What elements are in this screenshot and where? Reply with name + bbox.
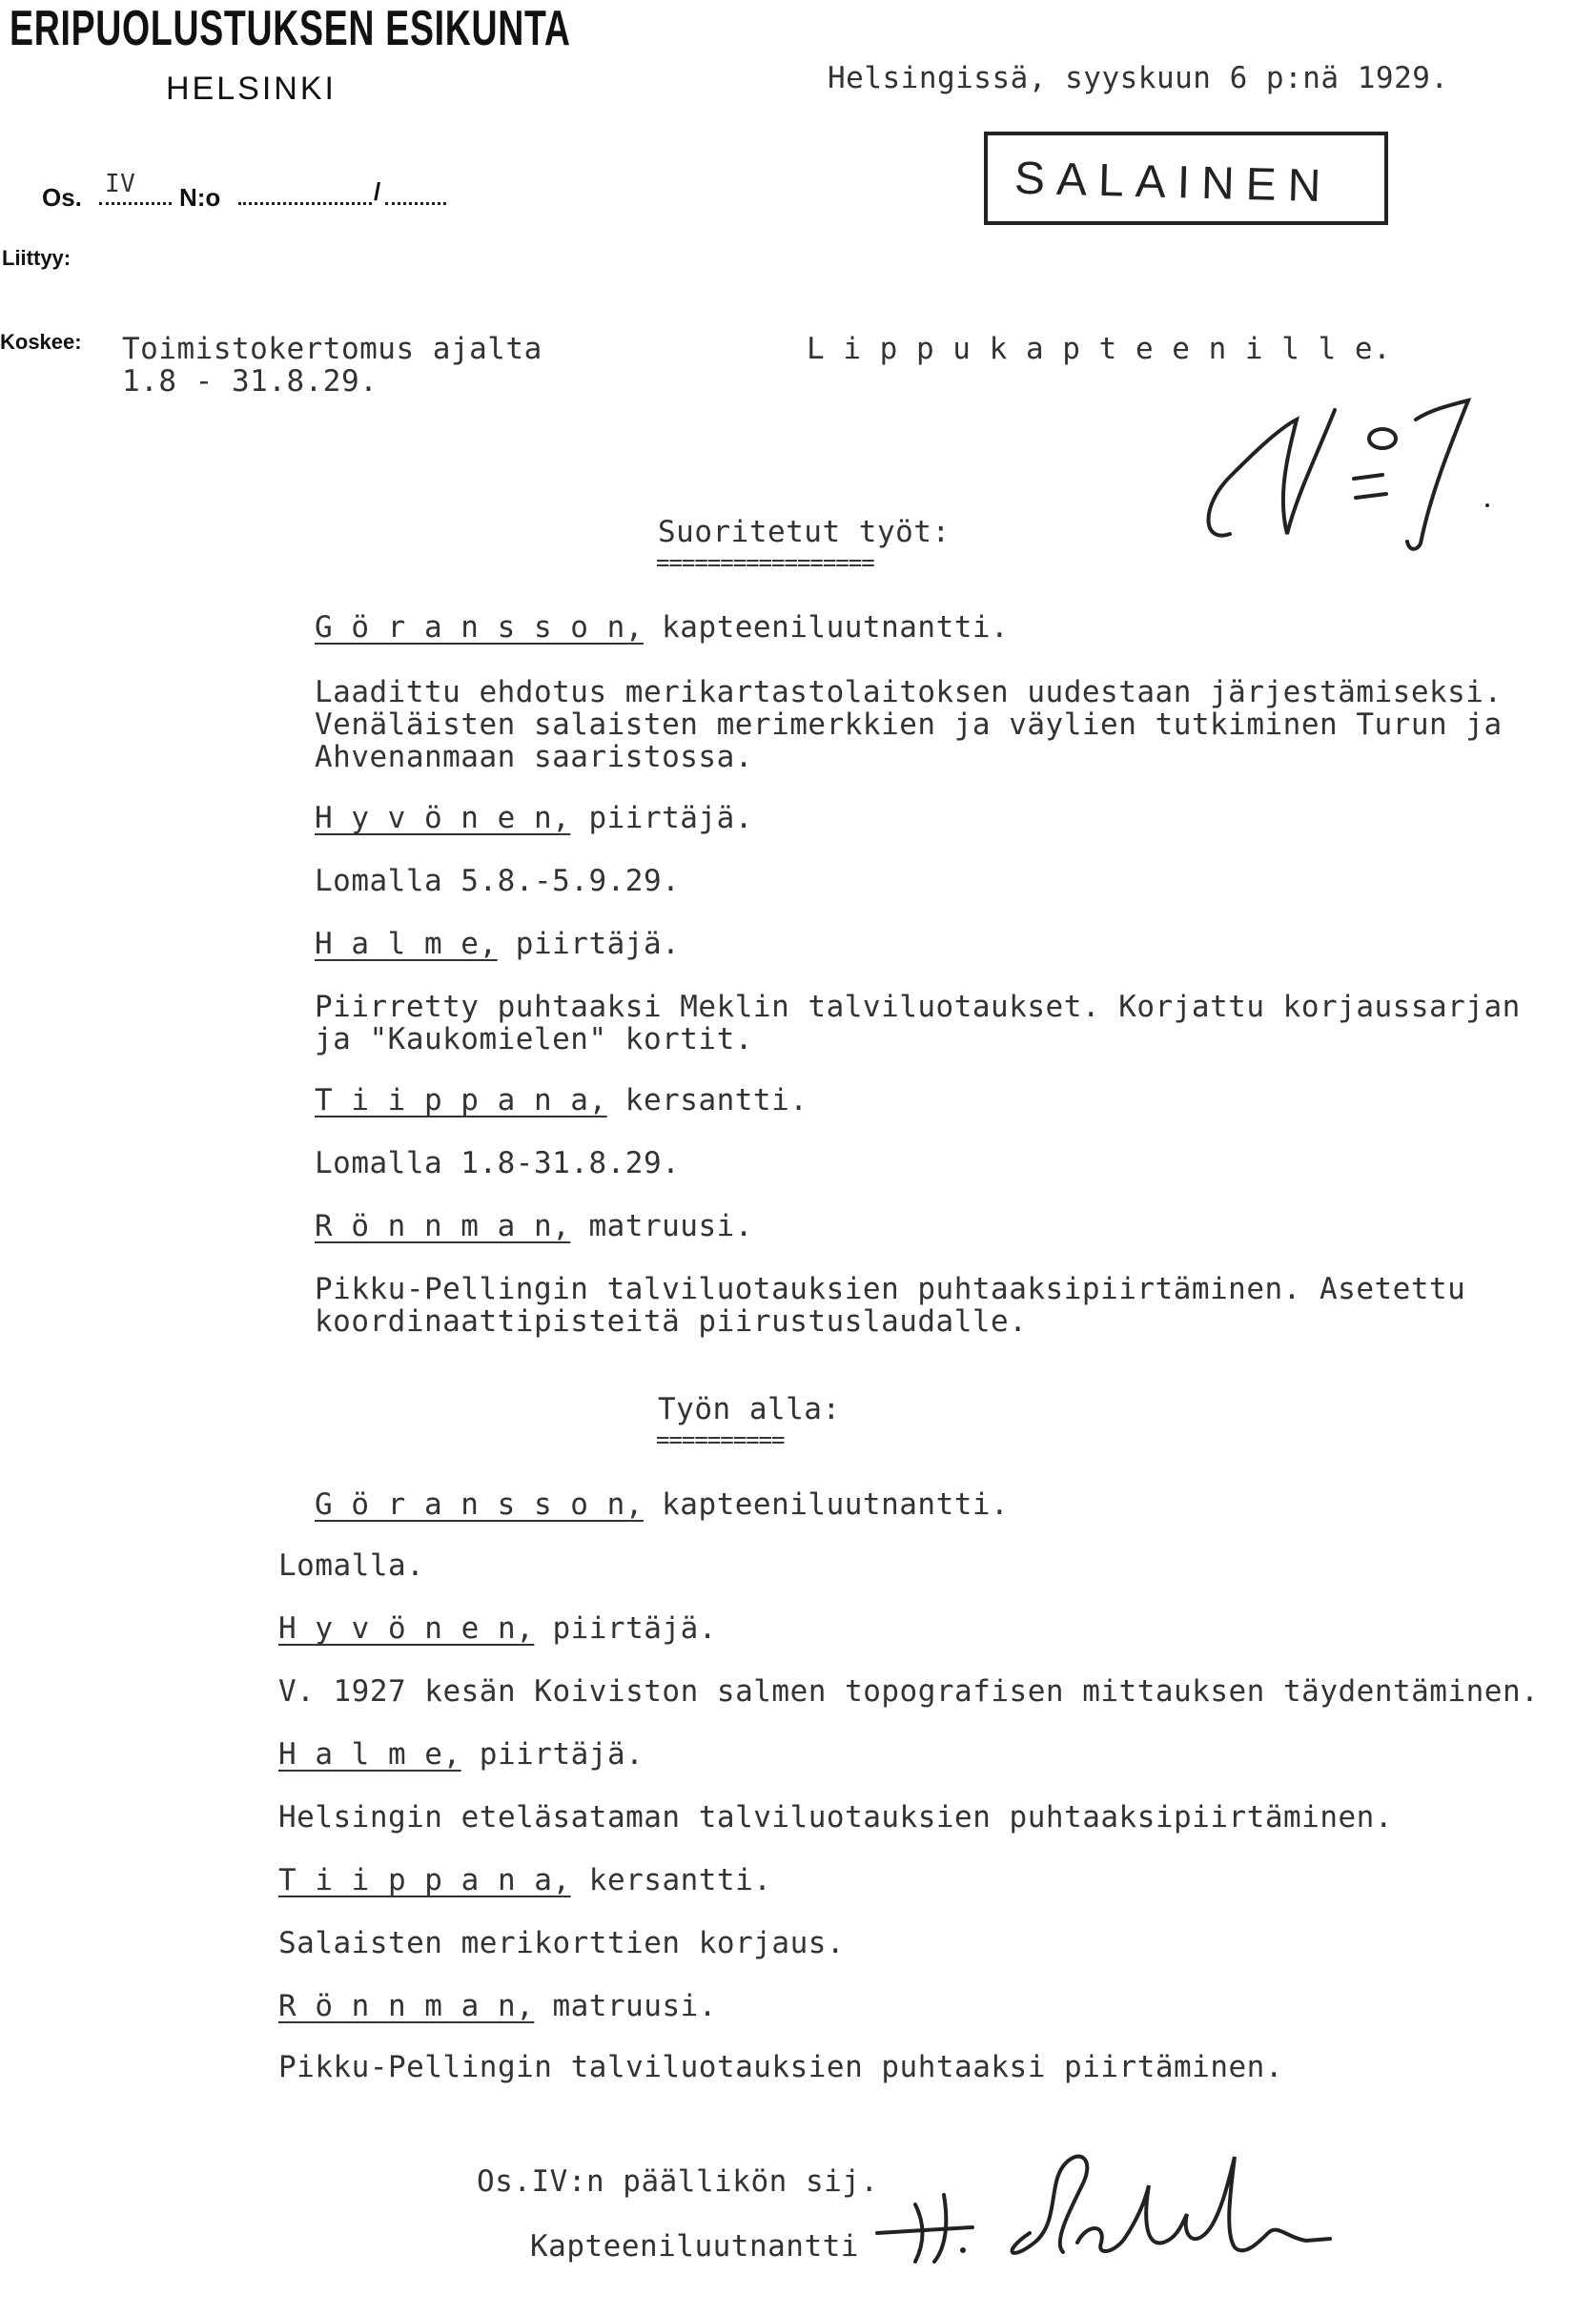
stamp-text: SALAINEN: [1013, 153, 1334, 213]
recipient: L i p p u k a p t e e n i l l e.: [807, 332, 1392, 366]
entry-name: R ö n n m a n,: [315, 1209, 571, 1243]
signature-title: Os.IV:n päällikön sij.: [477, 2164, 879, 2199]
secret-stamp: [984, 132, 1388, 225]
entry-name: T i i p p a n a,: [278, 1863, 571, 1897]
entry-name: R ö n n m a n,: [278, 1989, 535, 2023]
number-dotted-line: [238, 202, 372, 205]
os-label: Os.: [42, 183, 82, 212]
entry-role: kersantti.: [606, 1083, 808, 1117]
entry-role: kapteeniluutnantti.: [643, 610, 1010, 645]
entry-role: matruusi.: [534, 1989, 717, 2023]
entry-name: H y v ö n e n,: [278, 1611, 535, 1646]
entry-name: G ö r a n s s o n,: [315, 1487, 644, 1522]
section1-entry-hyvonen: [315, 801, 753, 835]
date-line: Helsingissä, syyskuun 6 p:nä 1929.: [828, 61, 1449, 95]
entry-role: piirtäjä.: [570, 801, 753, 835]
os-value: IV: [105, 170, 136, 198]
section1-title: Suoritetut työt:: [658, 515, 951, 549]
number-separator: /: [374, 177, 381, 206]
section1-entry-goransson: [315, 610, 1009, 645]
entry-name: H a l m e,: [278, 1737, 461, 1772]
entry-text-line: Lomalla 1.8-31.8.29.: [315, 1146, 681, 1180]
entry-name: T i i p p a n a,: [315, 1083, 607, 1117]
entry-role: piirtäjä.: [460, 1737, 645, 1772]
section2-entry-tiippana: [278, 1863, 771, 1897]
subject-line-2: 1.8 - 31.8.29.: [122, 364, 379, 399]
section1-entry-ronnman: [315, 1209, 753, 1243]
entry-text-line: ja "Kaukomielen" kortit.: [315, 1022, 753, 1056]
organization-city: HELSINKI: [166, 71, 337, 107]
section2-entry-hyvonen: [278, 1611, 717, 1646]
entry-text-line: Salaisten merikorttien korjaus.: [278, 1926, 846, 1960]
entry-text-line: Venäläisten salaisten merimerkkien ja väylien tutkiminen Turun ja: [315, 707, 1503, 742]
subject-line-1: Toimistokertomus ajalta: [122, 332, 542, 366]
entry-role: piirtäjä.: [497, 927, 681, 961]
section1-double-rule: =================: [656, 549, 874, 576]
entry-role: kersantti.: [570, 1863, 772, 1897]
section1-entry-tiippana: [315, 1083, 808, 1117]
signature-rank: Kapteeniluutnantti: [530, 2229, 859, 2264]
liittyy-label: Liittyy:: [2, 246, 72, 270]
section2-entry-halme: [278, 1737, 644, 1772]
entry-name: H a l m e,: [315, 927, 498, 961]
section1-entry-halme: [315, 927, 680, 961]
entry-text-line: Pikku-Pellingin talviluotauksien puhtaaksi piirtäminen.: [278, 2050, 1283, 2084]
entry-role: piirtäjä.: [534, 1611, 717, 1646]
number-label: N:o: [179, 183, 221, 212]
entry-text-line: Helsingin eteläsataman talviluotauksien puhtaaksipiirtäminen.: [278, 1800, 1393, 1834]
section2-entry-goransson: [315, 1487, 1009, 1522]
os-dotted-line: [99, 202, 172, 205]
entry-text-line: Piirretty puhtaaksi Meklin talviluotaukset. Korjattu korjaussarjan: [315, 990, 1521, 1024]
section2-entry-ronnman: [278, 1989, 717, 2023]
entry-role: kapteeniluutnantti.: [643, 1487, 1010, 1522]
entry-name: G ö r a n s s o n,: [315, 610, 644, 645]
section2-title: Työn alla:: [658, 1392, 841, 1426]
entry-text-line: V. 1927 kesän Koiviston salmen topografisen mittauksen täydentäminen.: [278, 1674, 1540, 1709]
entry-role: matruusi.: [570, 1209, 753, 1243]
entry-text-line: koordinaattipisteitä piirustuslaudalle.: [315, 1304, 1028, 1339]
entry-text-line: Laadittu ehdotus merikartastolaitoksen uudestaan järjestämiseksi.: [315, 675, 1503, 709]
koskee-label: Koskee:: [0, 330, 82, 354]
entry-text-line: Ahvenanmaan saaristossa.: [315, 740, 753, 774]
organization-name: ERIPUOLUSTUKSEN ESIKUNTA: [10, 1, 571, 56]
section2-double-rule: ==========: [656, 1426, 785, 1453]
entry-name: H y v ö n e n,: [315, 801, 571, 835]
handwritten-number: [1192, 391, 1506, 563]
entry-text-line: Lomalla 5.8.-5.9.29.: [315, 864, 681, 898]
handwritten-signature: [858, 2128, 1335, 2271]
entry-text-line: Pikku-Pellingin talviluotauksien puhtaaksipiirtäminen. Asetettu: [315, 1272, 1466, 1306]
entry-text-line: Lomalla.: [278, 1548, 425, 1583]
number-dotted-line-2: [385, 202, 446, 205]
